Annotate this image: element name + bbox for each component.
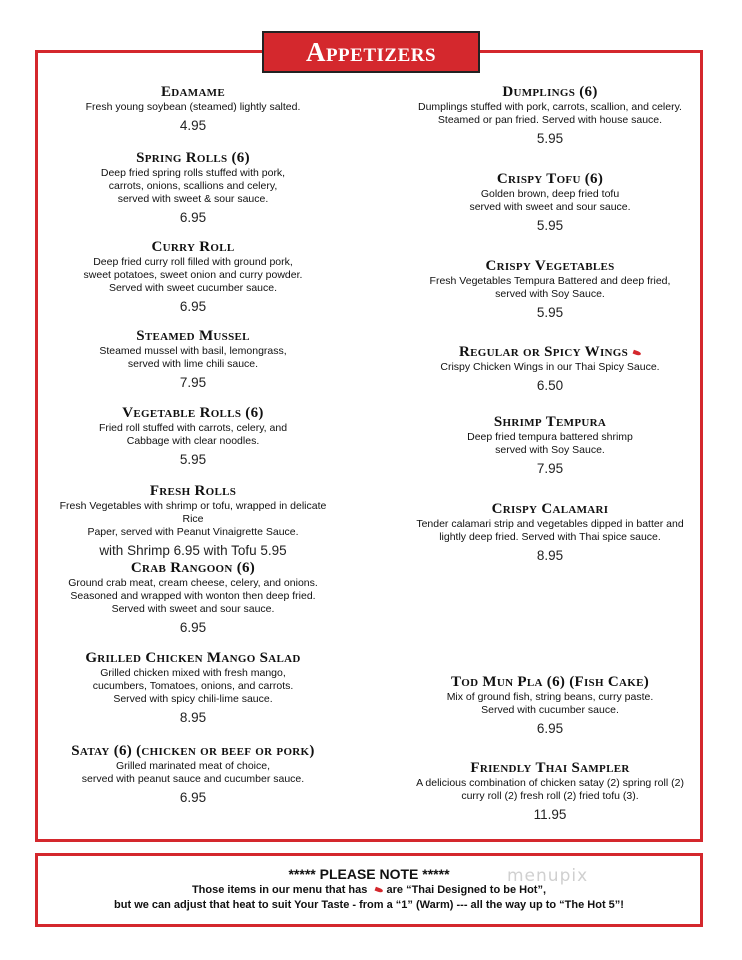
chili-pepper-icon [375,887,384,893]
note-box [35,853,703,927]
item-name [48,560,338,577]
item-description-line: Mix of ground fish, string beans, curry paste. [446,691,654,703]
item-price: 5.95 [179,452,207,467]
item-description [405,361,695,374]
item-description-line: Deep fried tempura battered shrimp [467,431,633,443]
item-name-text: Fresh Rolls [149,483,237,499]
item-name [48,84,338,101]
item-description-line: Dumplings stuffed with pork, carrots, scallion, and celery. [418,101,682,113]
item-description [48,345,338,371]
item-description [48,760,338,786]
item-description-line: Ground crab meat, cream cheese, celery, and onions. [68,577,318,589]
item-description-line: Grilled marinated meat of choice, [115,760,271,772]
item-description-line: Crispy Chicken Wings in our Thai Spicy Sauce. [440,361,660,373]
item-name [48,743,338,760]
item-description-line: Cabbage with clear noodles. [126,435,260,447]
item-description [48,256,338,295]
item-name-text: Spring Rolls (6) [136,150,250,166]
item-price: 6.50 [536,378,564,393]
item-name [48,328,338,345]
item-description-line: Golden brown, deep fried tofu [480,188,620,200]
item-price: with Shrimp 6.95 with Tofu 5.95 [99,543,287,558]
item-description-line: Grilled chicken mixed with fresh mango, [100,667,286,679]
menu-item [48,84,338,134]
item-description [48,667,338,706]
item-name-text: Edamame [160,84,226,100]
item-description-line: Deep fried spring rolls stuffed with pork, [100,167,286,179]
item-price: 7.95 [536,461,564,476]
chili-pepper-icon [633,349,642,355]
item-price: 5.95 [536,218,564,233]
menu-item [405,344,695,394]
item-description [48,500,338,539]
menu-item [405,674,695,737]
item-description-line: served with peanut sauce and cucumber sauce. [81,773,305,785]
section-banner [262,31,480,73]
item-description-line: Served with cucumber sauce. [481,704,619,716]
item-name-text: Regular or Spicy Wings [458,344,629,360]
item-name-text: Crispy Calamari [491,501,609,517]
item-name-text: Shrimp Tempura [493,414,607,430]
item-description [405,777,695,803]
item-name-text: Dumplings (6) [502,84,598,100]
item-description-line: A delicious combination of chicken satay (2) spring roll (2) [416,777,684,789]
item-price: 5.95 [536,305,564,320]
item-description [405,275,695,301]
item-description-line: Fresh Vegetables Tempura Battered and deep fried, [429,275,671,287]
menu-item [405,760,695,823]
item-description-line: served with sweet and sour sauce. [469,201,631,213]
item-description-line: Served with sweet and sour sauce. [111,603,275,615]
item-description-line: Seasoned and wrapped with wonton then deep fried. [70,590,316,602]
item-name [48,405,338,422]
item-name-text: Steamed Mussel [136,328,250,344]
item-price: 7.95 [179,375,207,390]
item-description-line: Fried roll stuffed with carrots, celery, and [98,422,288,434]
item-description [405,101,695,127]
item-name [405,171,695,188]
item-description-line: served with sweet & sour sauce. [117,193,269,205]
menu-item [48,239,338,315]
item-description-line: Fresh young soybean (steamed) lightly salted. [85,101,301,113]
note-line-1 [38,883,700,898]
item-description-line: Paper, served with Peanut Vinaigrette Sauce. [87,526,299,538]
menu-item [48,150,338,226]
item-description-line: Served with spicy chili-lime sauce. [113,693,273,705]
menu-item [48,560,338,636]
item-name [405,674,695,691]
item-description-line: served with Soy Sauce. [495,444,605,456]
note-line-1-end: are “Thai Designed to be Hot”, [386,884,547,896]
item-price: 5.95 [536,131,564,146]
note-line-1-start: Those items in our menu that has [191,884,368,896]
menu-item [405,501,695,564]
menu-item [405,171,695,234]
menu-item [405,258,695,321]
item-name [48,483,338,500]
item-name-text: Curry Roll [151,239,235,255]
item-description [48,167,338,206]
item-price: 6.95 [536,721,564,736]
note-title: ***** PLEASE NOTE ***** [288,866,450,882]
section-title: Appetizers [305,36,437,67]
menu-item [48,483,338,559]
item-description-line: curry roll (2) fresh roll (2) fried tofu (3). [461,790,639,802]
item-name-text: Crab Rangoon (6) [130,560,256,576]
item-name [48,239,338,256]
item-description-line: served with lime chili sauce. [127,358,259,370]
item-price: 6.95 [179,790,207,805]
item-price: 4.95 [179,118,207,133]
item-name [405,84,695,101]
item-name [405,414,695,431]
item-description-line: Fresh Vegetables with shrimp or tofu, wrapped in delicate Rice [59,500,327,525]
item-description [405,431,695,457]
item-description-line: Steamed or pan fried. Served with house sauce. [437,114,663,126]
menu-item [405,414,695,477]
item-name-text: Grilled Chicken Mango Salad [85,650,301,666]
item-name-text: Crispy Tofu (6) [496,171,604,187]
item-description [405,691,695,717]
item-description-line: carrots, onions, scallions and celery, [108,180,278,192]
item-name-text: Friendly Thai Sampler [470,760,630,776]
menu-item [48,743,338,806]
watermark-logo: menupix [507,866,589,886]
note-line-2: but we can adjust that heat to suit Your Taste - from a “1” (Warm) --- all the way up to “The Hot 5”! [114,899,624,911]
item-name [405,258,695,275]
item-name [405,344,695,361]
item-price: 8.95 [536,548,564,563]
item-price: 6.95 [179,210,207,225]
item-description-line: Deep fried curry roll filled with ground pork, [93,256,293,268]
item-name [405,501,695,518]
menu-item [48,405,338,468]
item-name [48,150,338,167]
item-description [48,422,338,448]
item-name [48,650,338,667]
item-description-line: lightly deep fried. Served with Thai spice sauce. [439,531,661,543]
item-description-line: served with Soy Sauce. [495,288,605,300]
item-description [405,188,695,214]
menu-item [405,84,695,147]
item-name-text: Vegetable Rolls (6) [122,405,264,421]
menu-item [48,650,338,726]
item-name-text: Satay (6) (chicken or beef or pork) [71,743,315,759]
item-description-line: sweet potatoes, sweet onion and curry powder. [83,269,303,281]
item-description-line: cucumbers, Tomatoes, onions, and carrots. [92,680,294,692]
item-description-line: Served with sweet cucumber sauce. [108,282,278,294]
item-name [405,760,695,777]
item-description [48,577,338,616]
item-price: 11.95 [533,807,567,822]
item-description [48,101,338,114]
item-name-text: Crispy Vegetables [485,258,615,274]
item-name-text: Tod Mun Pla (6) (Fish Cake) [450,674,650,690]
menu-item [48,328,338,391]
item-price: 6.95 [179,620,207,635]
item-description-line: Tender calamari strip and vegetables dipped in batter and [416,518,684,530]
item-price: 8.95 [179,710,207,725]
item-description-line: Steamed mussel with basil, lemongrass, [99,345,287,357]
item-price: 6.95 [179,299,207,314]
item-description [405,518,695,544]
